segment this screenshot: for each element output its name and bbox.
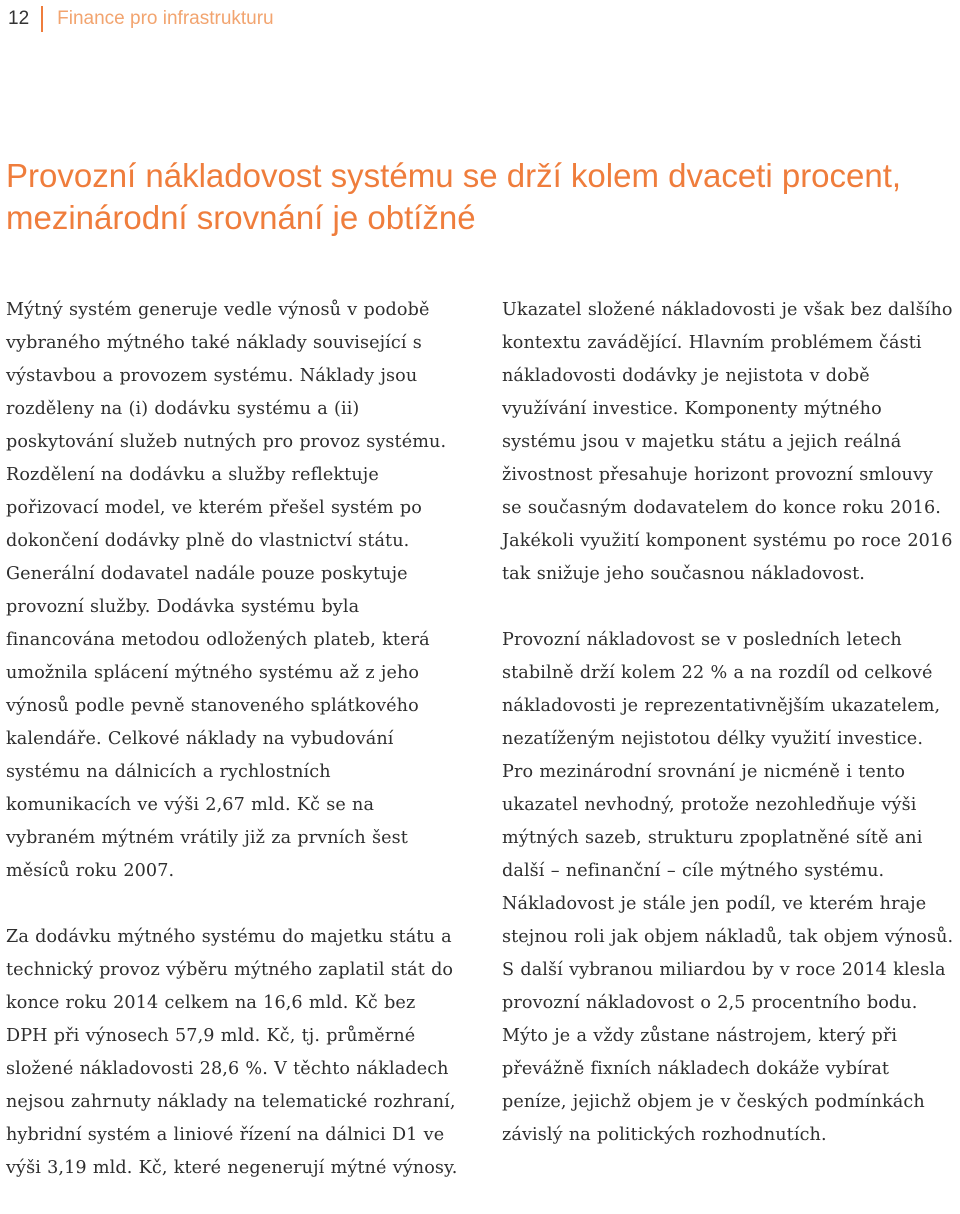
page-number: 12	[8, 8, 30, 29]
left-paragraph-2: Za dodávku mýtného systému do majetku státu a technický provoz výběru mýtného zaplatil stát do konce roku 2014 celkem na 16,6 mld. Kč bez DPH při výnosech 57,9 mld. Kč, tj. průměrné složené nákladovosti 28,6 %. V těchto nákladech nejsou zahrnuty náklady na telematické rozhraní, hybridní systém a liniové řízení na dálnici D1 ve výši 3,19 mld. Kč, které negenerují mýtné výnosy.	[6, 927, 458, 1178]
right-column	[502, 294, 954, 1152]
right-paragraph-2: Provozní nákladovost se v posledních letech stabilně drží kolem 22 % a na rozdíl od celkové nákladovosti je reprezentativnějším ukazatelem, nezatíženým nejistotou délky využití investice. Pro mezinárodní srovnání je nicméně i tento ukazatel nevhodný, protože nezohledňuje výši mýtných sazeb, strukturu zpoplatněné sítě ani další – nefinanční – cíle mýtného systému. Nákladovost je stále jen podíl, ve kterém hraje stejnou roli jak objem nákladů, tak objem výnosů. S další vybranou miliardou by v roce 2014 klesla provozní nákladovost o 2,5 procentního bodu. Mýto je a vždy zůstane nástrojem, který při převážně fixních nákladech dokáže vybírat peníze, jejichž objem je v českých podmínkách závislý na politických rozhodnutích.	[502, 630, 954, 1145]
right-paragraph-1: Ukazatel složené nákladovosti je však bez dalšího kontextu zavádějící. Hlavním problémem části nákladovosti dodávky je nejistota v době využívání investice. Komponenty mýtného systému jsou v majetku státu a jejich reálná živostnost přesahuje horizont provozní smlouvy se současným dodavatelem do konce roku 2016. Jakékoli využití komponent systému po roce 2016 tak snižuje jeho současnou nákladovost.	[502, 300, 953, 584]
article-title: Provozní nákladovost systému se drží kolem dvaceti procent, mezinárodní srovnání je obtížné	[6, 157, 902, 236]
header-divider	[41, 6, 43, 32]
left-column	[6, 294, 458, 1185]
left-paragraph-1: Mýtný systém generuje vedle výnosů v podobě vybraného mýtného také náklady související s výstavbou a provozem systému. Náklady jsou rozděleny na (i) dodávku systému a (ii) poskytování služeb nutných pro provoz systému. Rozdělení na dodávku a služby reflektuje pořizovací model, ve kterém přešel systém po dokončení dodávky plně do vlastnictví státu. Generální dodavatel nadále pouze poskytuje provozní služby. Dodávka systému byla financována metodou odložených plateb, která umožnila splácení mýtného systému až z jeho výnosů podle pevně stanoveného splátkového kalendáře. Celkové náklady na vybudování systému na dálnicích a rychlostních komunikacích ve výši 2,67 mld. Kč se na vybraném mýtném vrátily již za prvních šest měsíců roku 2007.	[6, 300, 447, 881]
running-header	[8, 4, 274, 34]
running-title: Finance pro infrastrukturu	[57, 8, 274, 29]
